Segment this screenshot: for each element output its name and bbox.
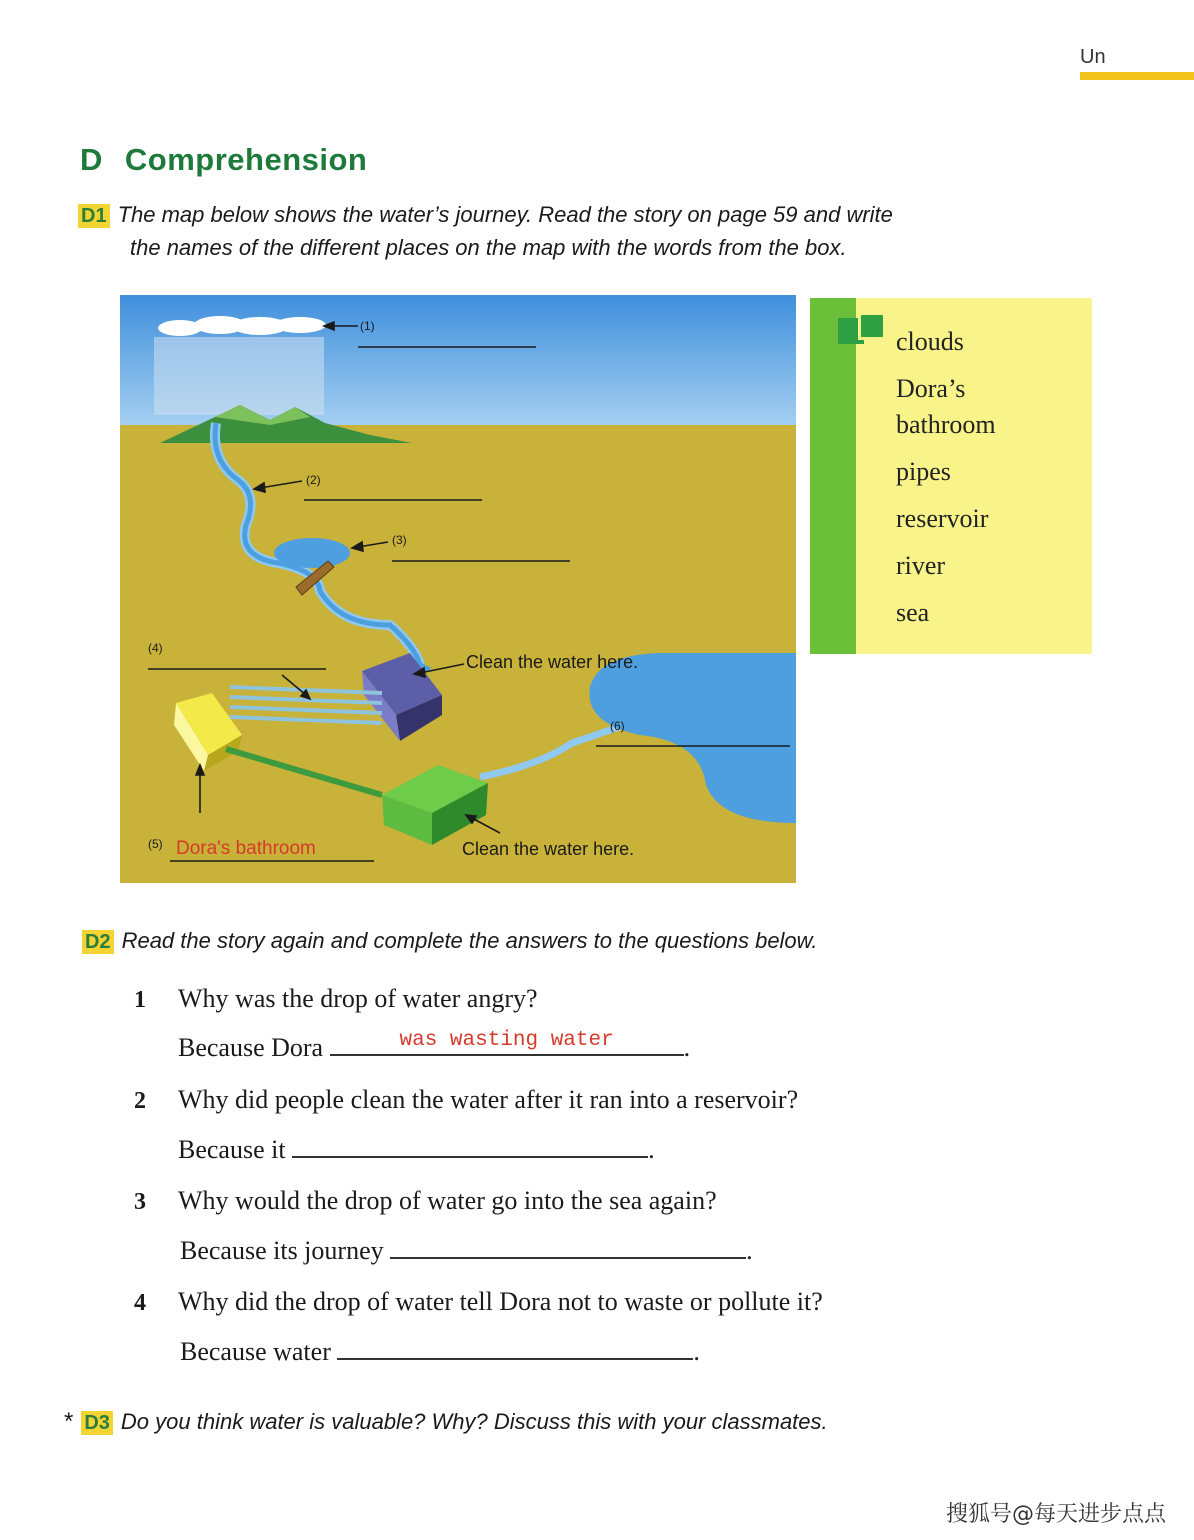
d3-instruction — [64, 1405, 1064, 1438]
word-box — [810, 298, 1092, 654]
word-item: Dora’s — [896, 374, 966, 403]
section-letter: D — [80, 142, 103, 177]
question-number: 2 — [134, 1088, 146, 1114]
map-number-5: (5) — [148, 837, 163, 851]
answer-2: Because it . — [178, 1135, 655, 1164]
water-journey-map — [120, 295, 796, 883]
clean-label-1: Clean the water here. — [466, 652, 639, 672]
answer-blank[interactable] — [330, 1029, 684, 1056]
question-2 — [134, 1085, 798, 1115]
question-number: 3 — [134, 1189, 146, 1215]
answer-blank[interactable] — [337, 1336, 693, 1360]
answer-3: Because its journey . — [180, 1236, 753, 1265]
watermark: 搜狐号@每天进步点点 — [945, 1502, 1166, 1527]
d3-label: D3 — [81, 1411, 113, 1435]
word-item: sea — [896, 598, 930, 627]
word-list — [896, 324, 996, 642]
d1-line-2: the names of the different places on the map with the words from the box. — [130, 235, 847, 260]
answer-stem: Because water — [180, 1337, 331, 1366]
section-title: Comprehension — [124, 142, 368, 177]
answer-blank[interactable] — [292, 1134, 648, 1158]
question-number: 4 — [134, 1290, 146, 1316]
map-number-3: (3) — [392, 533, 407, 547]
d2-label: D2 — [82, 930, 114, 954]
d2-instruction — [82, 924, 1082, 957]
question-4 — [134, 1287, 823, 1317]
unit-bar — [1080, 72, 1194, 80]
section-heading — [80, 142, 367, 178]
reservoir — [274, 538, 350, 568]
word-item: river — [896, 551, 946, 580]
question-3 — [134, 1186, 717, 1216]
word-item: pipes — [896, 457, 951, 486]
map-number-4: (4) — [148, 641, 163, 655]
answer-fill: was wasting water — [399, 1029, 614, 1052]
question-text: Why did people clean the water after it ran into a reservoir? — [178, 1085, 799, 1114]
d3-text: Do you think water is valuable? Why? Discuss this with your classmates. — [120, 1409, 828, 1434]
answer-1: Because Dora was wasting water . — [178, 1029, 691, 1062]
answer-blank[interactable] — [390, 1235, 746, 1259]
word-item: reservoir — [896, 504, 989, 533]
unit-tab: Un — [1080, 46, 1106, 68]
star-icon: * — [64, 1408, 74, 1435]
map-number-2: (2) — [306, 473, 321, 487]
d1-label: D1 — [78, 204, 110, 228]
d2-text: Read the story again and complete the answers to the questions below. — [121, 928, 818, 953]
map-answer-5: Dora's bathroom — [176, 838, 316, 859]
answer-stem: Because it — [178, 1135, 286, 1164]
answer-4: Because water . — [180, 1337, 700, 1366]
word-item: clouds — [896, 327, 964, 356]
rain — [154, 337, 324, 415]
question-text: Why was the drop of water angry? — [178, 984, 538, 1013]
clean-label-2: Clean the water here. — [462, 839, 635, 859]
question-text: Why did the drop of water tell Dora not to waste or pollute it? — [178, 1287, 823, 1316]
d1-instruction — [78, 198, 1068, 264]
answer-stem: Because its journey — [180, 1236, 384, 1265]
map-illustration — [120, 295, 796, 883]
word-item: bathroom — [896, 410, 996, 439]
question-1 — [134, 984, 538, 1014]
answer-stem: Because Dora — [178, 1033, 324, 1062]
word-box-stripe — [810, 298, 856, 654]
map-number-1: (1) — [360, 319, 375, 333]
question-text: Why would the drop of water go into the sea again? — [178, 1186, 717, 1215]
d1-line-1: The map below shows the water’s journey. Read the story on page 59 and write — [117, 202, 893, 227]
map-number-6: (6) — [610, 719, 625, 733]
question-number: 1 — [134, 987, 146, 1013]
